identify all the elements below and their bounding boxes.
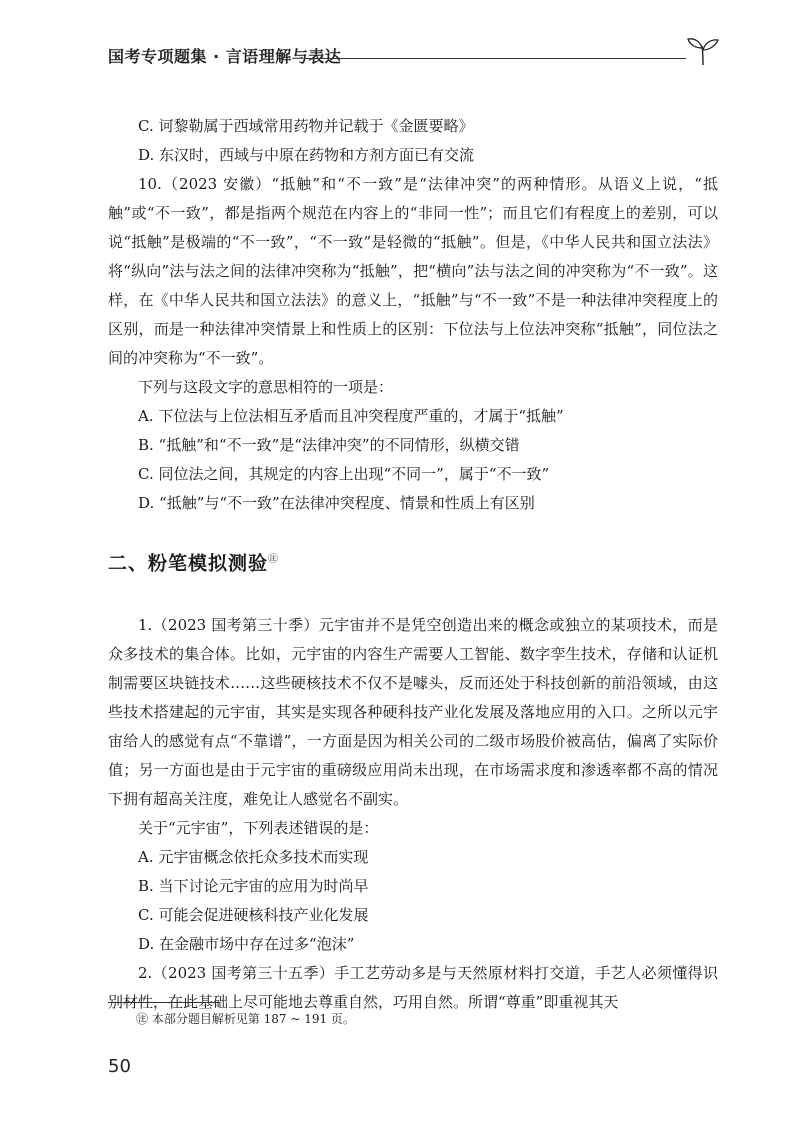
page-number: 50 [108,1056,131,1077]
s2q1-stem: 1.（2023 国考第三十季）元宇宙并不是凭空创造出来的概念或独立的某项技术，而是众多技术的集合体。比如，元宇宙的内容生产需要人工智能、数字孪生技术，存储和认证机制需要区块链技术……这些硬核技术不仅不是噱头，反而还处于科技创新的前沿领域，由这些技术搭建起的元宇宙，其实是实现各种硬科技产业化发展及落地应用的入口。之所以元宇宙给人的感觉有点“不靠谱”，一方面是因为相关公司的二级市场股价被高估，偏离了实际价值；另一方面也是由于元宇宙的重磅级应用尚未出现，在市场需求度和渗透率都不高的情况下拥有超高关注度，难免让人感觉名不副实。 [108,616,718,809]
q9-option-c: C. 诃黎勒属于西域常用药物并记载于《金匮要略》 [138,117,474,135]
q10-stem: 10.（2023 安徽）“抵触”和“不一致”是“法律冲突”的两种情形。从语义上说，“抵触”或“不一致”，都是指两个规范在内容上的“非同一性”；而且它们有程度上的差别，可以说“抵触”是极端的“不一致”，“不一致”是轻微的“抵触”。但是，《中华人民共和国立法法》将“纵向”法与法之间的法律冲突称为“抵触”，把“横向”法与法之间的冲突称为“不一致”。这样，在《中华人民共和国立法法》的意义上，“抵触”与“不一致”不是一种法律冲突程度上的区别，而是一种法律冲突情景上和性质上的区别：下位法与上位法冲突称“抵触”，同位法之间的冲突称为“不一致”。 [108,175,718,367]
s2q1-option-a: A. 元宇宙概念依托众多技术而实现 [138,848,369,867]
running-header [108,36,718,72]
q10-option-b: B. “抵触”和“不一致”是“法律冲突”的不同情形，纵横交错 [138,436,520,454]
section-title: 二、粉笔模拟测验 [108,552,269,575]
q10-option-c: C. 同位法之间，其规定的内容上出现“不同一”，属于“不一致” [138,465,550,483]
s2q1-option-b: B. 当下讨论元宇宙的应用为时尚早 [138,877,369,896]
header-title: 国考专项题集 · 言语理解与表达 [108,47,342,66]
q9-option-d: D. 东汉时，西域与中原在药物和方剂方面已有交流 [138,146,475,164]
q10-option-d: D. “抵触”与“不一致”在法律冲突程度、情景和性质上有区别 [138,494,535,512]
s2q1-option-c: C. 可能会促进硬核科技产业化发展 [138,906,369,925]
footnote: ㊟ 本部分题目解析见第 187 ~ 191 页。 [136,1012,355,1026]
header-rule [304,58,686,59]
s2q1-question: 关于“元宇宙”，下列表述错误的是： [138,819,379,838]
footnote-rule [108,1002,220,1003]
sprout-leaf-icon [686,36,720,66]
spacer [108,583,718,611]
section-heading [108,540,718,583]
page-body [108,112,718,1017]
q10-question: 下列与这段文字的意思相符的一项是： [138,378,394,396]
footnote-marker: ㊟ [268,554,280,565]
q10-option-a: A. 下位法与上位法相互矛盾而且冲突程度严重的，才属于“抵触” [138,407,564,425]
s2q1-option-d: D. 在金融市场中存在过多“泡沫” [138,935,355,954]
s2q2-stem: 2.（2023 国考第三十五季）手工艺劳动多是与天然原材料打交道，手艺人必须懂得识别材性，在此基础上尽可能地去尊重自然，巧用自然。所谓“尊重”即重视其天 [108,964,718,1012]
